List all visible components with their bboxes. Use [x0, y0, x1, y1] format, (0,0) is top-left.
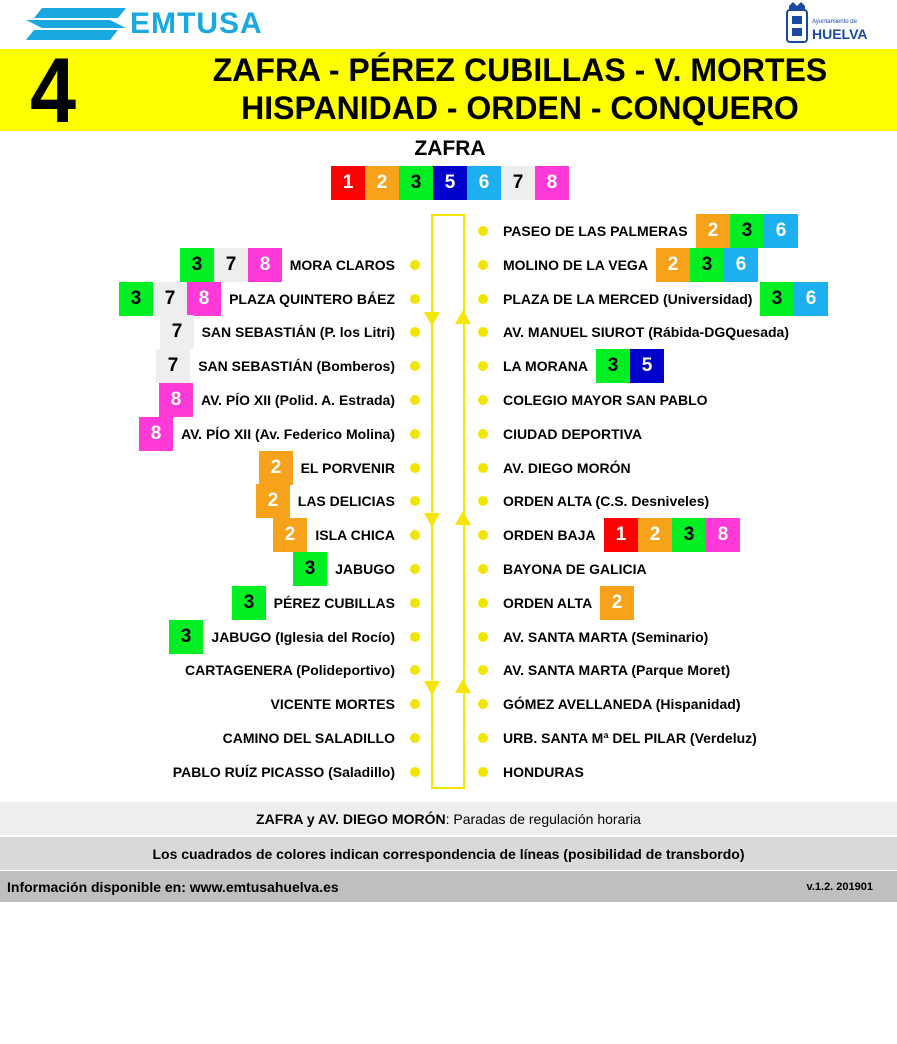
- left-stop-connections: [293, 552, 327, 586]
- left-stop-name: PÉREZ CUBILLAS: [273, 595, 395, 611]
- line-5-connection-badge: 5: [433, 166, 467, 200]
- stop-dot: [478, 564, 488, 574]
- huelva-crest: [784, 2, 874, 48]
- arrow-up-icon: [455, 511, 471, 525]
- line-2-connection-badge: 2: [656, 248, 690, 282]
- left-stop-connections: [119, 282, 221, 316]
- left-stop-name: JABUGO: [335, 561, 395, 577]
- left-stop-name: EL PORVENIR: [300, 460, 395, 476]
- right-stop-name: HONDURAS: [503, 764, 584, 780]
- route-loop-line: [431, 214, 465, 789]
- line-2-connection-badge: 2: [259, 451, 293, 485]
- line-2-connection-badge: 2: [696, 214, 730, 248]
- line-8-connection-badge: 8: [139, 417, 173, 451]
- right-stop-connections: [696, 214, 798, 248]
- stop-dot: [410, 463, 420, 473]
- right-stop-name: ORDEN BAJA: [503, 527, 596, 543]
- stop-dot: [410, 632, 420, 642]
- stop-dot: [410, 564, 420, 574]
- right-stop-connections: [760, 282, 828, 316]
- line-3-connection-badge: 3: [232, 586, 266, 620]
- line-3-connection-badge: 3: [293, 552, 327, 586]
- emtusa-logo: [26, 6, 296, 42]
- stop-dot: [410, 598, 420, 608]
- regulation-note: [0, 802, 897, 835]
- legend-note: [0, 837, 897, 870]
- right-stop-name: CIUDAD DEPORTIVA: [503, 426, 642, 442]
- line-2-connection-badge: 2: [256, 484, 290, 518]
- stop-dot: [410, 294, 420, 304]
- left-stop-connections: [156, 349, 190, 383]
- line-6-connection-badge: 6: [724, 248, 758, 282]
- regulation-stops: ZAFRA y AV. DIEGO MORÓN: [256, 810, 446, 827]
- stop-dot: [410, 260, 420, 270]
- stop-dot: [478, 530, 488, 540]
- left-stop-name: ISLA CHICA: [315, 527, 395, 543]
- left-stop-name: SAN SEBASTIÁN (Bomberos): [198, 358, 395, 374]
- right-stop-name: URB. SANTA Mª DEL PILAR (Verdeluz): [503, 730, 757, 746]
- line-2-connection-badge: 2: [638, 518, 672, 552]
- right-stop-connections: [656, 248, 758, 282]
- stop-dot: [410, 530, 420, 540]
- left-stop-name: AV. PÍO XII (Av. Federico Molina): [181, 426, 395, 442]
- line-1-connection-badge: 1: [331, 166, 365, 200]
- arrow-down-icon: [424, 513, 440, 527]
- line-2-connection-badge: 2: [273, 518, 307, 552]
- left-stop-name: JABUGO (Iglesia del Rocío): [211, 629, 395, 645]
- line-8-connection-badge: 8: [706, 518, 740, 552]
- stop-dot: [478, 632, 488, 642]
- stop-dot: [410, 733, 420, 743]
- stop-dot: [410, 699, 420, 709]
- info-text: Información disponible en: www.emtusahuelva.es: [7, 878, 339, 895]
- stop-dot: [478, 598, 488, 608]
- right-stop-connections: [596, 349, 664, 383]
- stop-dot: [478, 395, 488, 405]
- legend-text: Los cuadrados de colores indican correspondencia de líneas (posibilidad de transbordo): [152, 845, 745, 862]
- arrow-up-icon: [455, 679, 471, 693]
- right-stop-name: AV. MANUEL SIUROT (Rábida-DGQuesada): [503, 324, 790, 340]
- stop-dot: [410, 361, 420, 371]
- line-3-connection-badge: 3: [119, 282, 153, 316]
- right-stop-name: GÓMEZ AVELLANEDA (Hispanidad): [503, 696, 741, 712]
- line-1-connection-badge: 1: [604, 518, 638, 552]
- stop-dot: [410, 665, 420, 675]
- left-stop-connections: [159, 383, 193, 417]
- stop-dot: [478, 361, 488, 371]
- line-3-connection-badge: 3: [730, 214, 764, 248]
- left-stop-name: SAN SEBASTIÁN (P. los Litri): [201, 324, 395, 340]
- line-2-connection-badge: 2: [365, 166, 399, 200]
- right-stop-name: MOLINO DE LA VEGA: [503, 257, 648, 273]
- terminus-connections: [331, 166, 569, 200]
- right-stop-name: BAYONA DE GALICIA: [503, 561, 647, 577]
- stop-dot: [478, 496, 488, 506]
- stop-dot: [410, 767, 420, 777]
- line-8-connection-badge: 8: [248, 248, 282, 282]
- line-7-connection-badge: 7: [156, 349, 190, 383]
- stop-dot: [410, 496, 420, 506]
- line-8-connection-badge: 8: [159, 383, 193, 417]
- arrow-up-icon: [455, 310, 471, 324]
- stop-dot: [478, 463, 488, 473]
- left-stop-name: VICENTE MORTES: [270, 696, 395, 712]
- route-title-line1: ZAFRA - PÉREZ CUBILLAS - V. MORTES: [212, 52, 828, 88]
- left-stop-name: LAS DELICIAS: [297, 493, 395, 509]
- left-stop-name: PABLO RUÍZ PICASSO (Saladillo): [172, 764, 395, 780]
- right-stop-name: PLAZA DE LA MERCED (Universidad): [503, 291, 753, 307]
- line-3-connection-badge: 3: [169, 620, 203, 654]
- line-3-connection-badge: 3: [672, 518, 706, 552]
- right-stop-connections: [600, 586, 634, 620]
- line-3-connection-badge: 3: [399, 166, 433, 200]
- left-stop-connections: [160, 315, 194, 349]
- arrow-down-icon: [424, 312, 440, 326]
- left-stop-connections: [169, 620, 203, 654]
- left-stop-name: AV. PÍO XII (Polid. A. Estrada): [201, 392, 395, 408]
- stop-dot: [478, 733, 488, 743]
- line-3-connection-badge: 3: [596, 349, 630, 383]
- brand-name: EMTUSA: [130, 7, 263, 40]
- right-stop-connections: [604, 518, 740, 552]
- line-8-connection-badge: 8: [187, 282, 221, 316]
- right-stop-name: COLEGIO MAYOR SAN PABLO: [503, 392, 708, 408]
- right-stop-name: ORDEN ALTA (C.S. Desniveles): [503, 493, 710, 509]
- version-text: v.1.2. 201901: [806, 880, 873, 893]
- line-banner: [0, 40, 897, 142]
- line-5-connection-badge: 5: [630, 349, 664, 383]
- stop-dot: [478, 699, 488, 709]
- line-3-connection-badge: 3: [180, 248, 214, 282]
- line-7-connection-badge: 7: [501, 166, 535, 200]
- stop-dot: [478, 226, 488, 236]
- left-stop-name: MORA CLAROS: [289, 257, 395, 273]
- line-7-connection-badge: 7: [153, 282, 187, 316]
- left-stop-connections: [232, 586, 266, 620]
- left-stop-name: CAMINO DEL SALADILLO: [222, 730, 395, 746]
- stop-dot: [478, 429, 488, 439]
- right-stop-name: AV. SANTA MARTA (Parque Moret): [503, 662, 731, 678]
- stop-dot: [410, 395, 420, 405]
- line-number: 4: [30, 40, 77, 142]
- stop-dot: [478, 767, 488, 777]
- line-6-connection-badge: 6: [764, 214, 798, 248]
- right-stop-name: AV. DIEGO MORÓN: [503, 460, 631, 476]
- left-stop-name: PLAZA QUINTERO BÁEZ: [229, 291, 395, 307]
- stop-dot: [410, 327, 420, 337]
- stop-dot: [410, 429, 420, 439]
- crest-small-text: Ayuntamiento de: [812, 19, 857, 25]
- regulation-text: : Paradas de regulación horaria: [445, 810, 641, 827]
- left-stop-connections: [139, 417, 173, 451]
- stop-dot: [478, 260, 488, 270]
- left-stop-connections: [273, 518, 307, 552]
- arrow-down-icon: [424, 681, 440, 695]
- stop-dot: [478, 294, 488, 304]
- left-stop-connections: [259, 451, 293, 485]
- right-stop-name: ORDEN ALTA: [503, 595, 593, 611]
- crest-city-text: HUELVA: [812, 26, 868, 42]
- emtusa-stripes-icon: [26, 6, 126, 42]
- line-8-connection-badge: 8: [535, 166, 569, 200]
- left-stop-connections: [256, 484, 290, 518]
- line-6-connection-badge: 6: [467, 166, 501, 200]
- left-stop-connections: [180, 248, 282, 282]
- right-stop-name: LA MORANA: [503, 358, 589, 374]
- line-7-connection-badge: 7: [214, 248, 248, 282]
- stop-dot: [478, 327, 488, 337]
- stop-dot: [478, 665, 488, 675]
- line-3-connection-badge: 3: [690, 248, 724, 282]
- line-2-connection-badge: 2: [600, 586, 634, 620]
- left-stop-name: CARTAGENERA (Polideportivo): [185, 662, 395, 678]
- right-stop-name: PASEO DE LAS PALMERAS: [503, 223, 688, 239]
- route-title-line2: HISPANIDAD - ORDEN - CONQUERO: [241, 90, 799, 126]
- line-7-connection-badge: 7: [160, 315, 194, 349]
- info-bar: [0, 871, 897, 902]
- line-6-connection-badge: 6: [794, 282, 828, 316]
- line-3-connection-badge: 3: [760, 282, 794, 316]
- terminus-name: ZAFRA: [414, 137, 486, 160]
- right-stop-name: AV. SANTA MARTA (Seminario): [503, 629, 709, 645]
- city-crest-icon: [784, 2, 810, 46]
